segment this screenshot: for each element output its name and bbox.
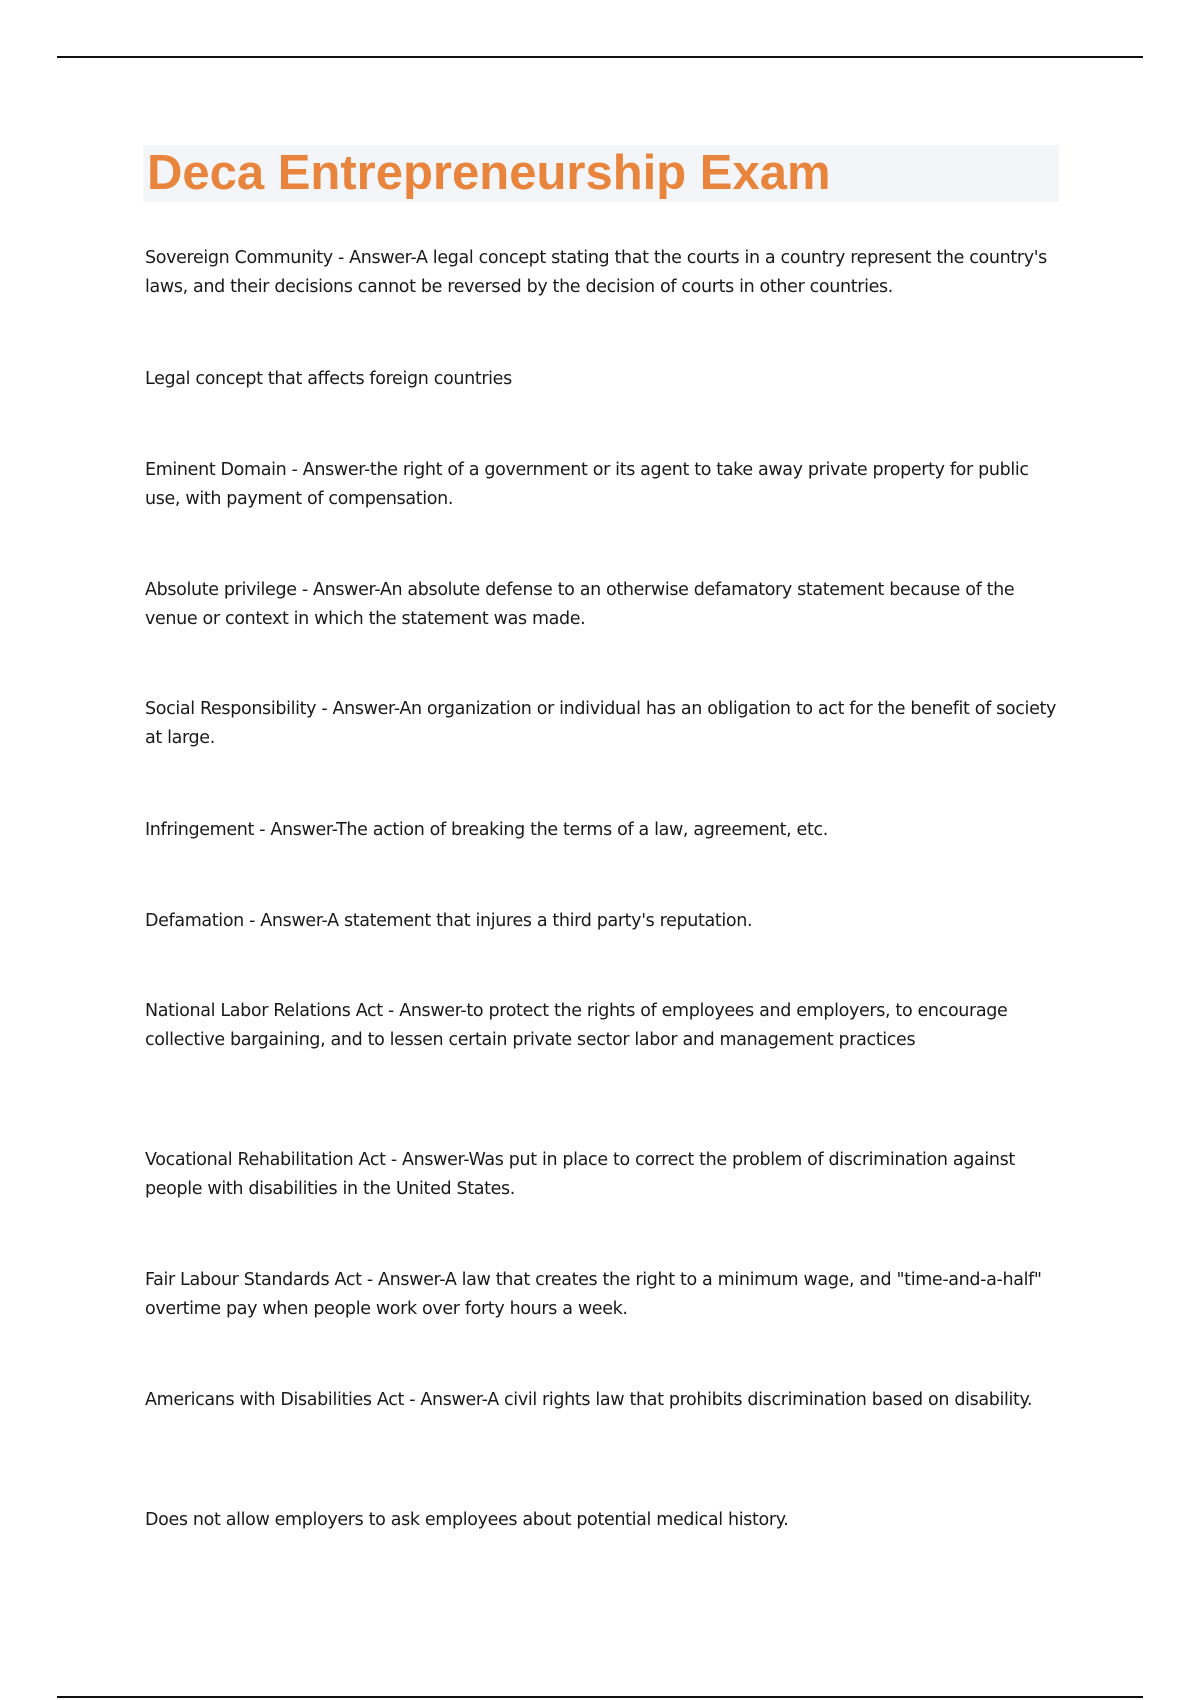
- entry-eminent-domain: Eminent Domain - Answer-the right of a government or its agent to take away private property for public use, with payment of compensation.: [145, 460, 1029, 509]
- entry-national-labor-relations-act: National Labor Relations Act - Answer-to protect the rights of employees and employers, to encourage collective bargaining, and to lessen certain private sector labor and management practices: [145, 1001, 1008, 1050]
- page-title: Deca Entrepreneurship Exam: [147, 146, 831, 200]
- entry-defamation: Defamation - Answer-A statement that injures a third party's reputation.: [145, 911, 753, 931]
- entry-vocational-rehabilitation-act: Vocational Rehabilitation Act - Answer-Was put in place to correct the problem of discrimination against people with disabilities in the United States.: [145, 1150, 1015, 1199]
- top-divider: [57, 56, 1143, 58]
- bottom-divider: [57, 1696, 1143, 1698]
- entry-social-responsibility: Social Responsibility - Answer-An organization or individual has an obligation to act for the benefit of society at large.: [145, 699, 1057, 748]
- entry-americans-with-disabilities-act: Americans with Disabilities Act - Answer-A civil rights law that prohibits discrimination based on disability.: [145, 1390, 1033, 1410]
- entry-absolute-privilege: Absolute privilege - Answer-An absolute defense to an otherwise defamatory statement because of the venue or context in which the statement was made.: [145, 580, 1015, 629]
- entry-infringement: Infringement - Answer-The action of breaking the terms of a law, agreement, etc.: [145, 820, 828, 840]
- entry-fair-labour-standards-act: Fair Labour Standards Act - Answer-A law that creates the right to a minimum wage, and "time-and-a-half" overtime pay when people work over forty hours a week.: [145, 1270, 1042, 1319]
- entry-sovereign-community: Sovereign Community - Answer-A legal concept stating that the courts in a country represent the country's laws, and their decisions cannot be reversed by the decision of courts in other countries.: [145, 248, 1047, 297]
- entry-legal-concept-foreign: Legal concept that affects foreign countries: [145, 369, 512, 389]
- entry-medical-history: Does not allow employers to ask employees about potential medical history.: [145, 1510, 789, 1530]
- title-banner: [143, 145, 1059, 202]
